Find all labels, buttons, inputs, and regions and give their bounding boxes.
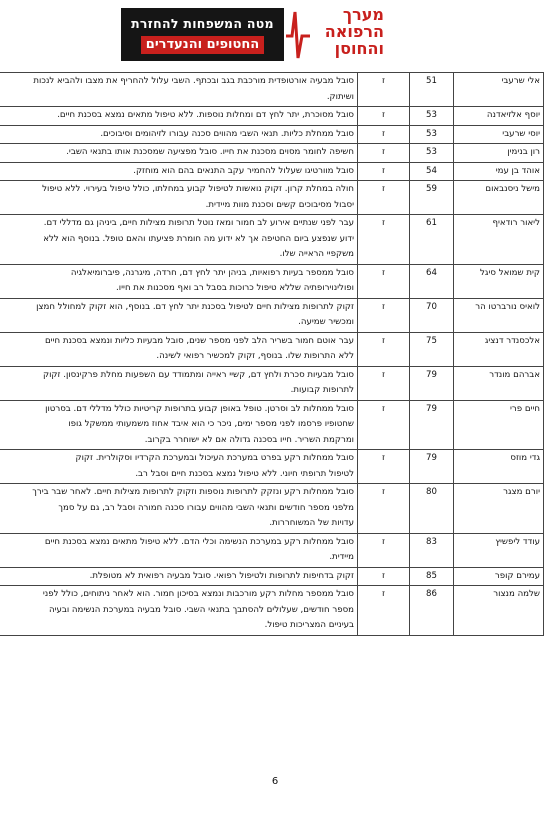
condition-line: זקוק לתרופות מצילות חיים לטיפול בסכנת יתר לחץ דם. בנוסף, הוא זקוק למחולל חמצן bbox=[36, 301, 354, 312]
families-logo-line1: מטה המשפחות להחזרת bbox=[131, 16, 274, 31]
condition-line: בעיניים המצריכות טיפול. bbox=[264, 620, 354, 630]
hostage-gender: ז bbox=[358, 181, 410, 215]
hostage-age: 59 bbox=[410, 181, 454, 215]
condition-line: זקוק בדחיפות לתרופות ולטיפול רפואי. סובל מבעיה רפואית לא מטופלת. bbox=[89, 570, 354, 581]
hostage-name: עמירם קופר bbox=[454, 567, 544, 586]
hostage-gender: ז bbox=[358, 107, 410, 126]
condition-line: ידוע שנפצע ביום החטיפה אך לא ידוע מה חומרת פציעתו והאם טופל. בנוסף הוא ללא bbox=[43, 233, 354, 244]
hostage-gender: ז bbox=[358, 484, 410, 534]
hostage-name: לואיס נורברטו הר bbox=[454, 298, 544, 332]
hostage-gender: ז bbox=[358, 332, 410, 366]
medical-condition bbox=[0, 586, 358, 636]
condition-line: עדויות של המשוחררות. bbox=[269, 518, 354, 528]
table-row bbox=[0, 400, 544, 450]
table-row bbox=[0, 162, 544, 181]
condition-line: ללא התרופות שלו. בנוסף, זקוק למכשיר רפואי לשינה. bbox=[156, 351, 354, 361]
medical-condition bbox=[0, 567, 358, 586]
table-row bbox=[0, 450, 544, 484]
hostage-age: 79 bbox=[410, 366, 454, 400]
table-row bbox=[0, 125, 544, 144]
page-header bbox=[0, 4, 550, 64]
medical-resilience-logo bbox=[284, 6, 402, 66]
medical-condition bbox=[0, 298, 358, 332]
hostage-gender: ז bbox=[358, 298, 410, 332]
medical-condition bbox=[0, 144, 358, 163]
hostage-gender: ז bbox=[358, 125, 410, 144]
hostage-gender: ז bbox=[358, 366, 410, 400]
condition-line: סובל ממחלות רקע במערכת הנשימה וכלי הדם. ללא טיפול מתאים נמצא בסכנת חיים bbox=[44, 536, 354, 547]
condition-line: משקפיי הראייה שלו. bbox=[279, 249, 354, 259]
medical-condition bbox=[0, 125, 358, 144]
medical-condition bbox=[0, 181, 358, 215]
hostage-name: רון בנימין bbox=[454, 144, 544, 163]
hostage-age: 70 bbox=[410, 298, 454, 332]
condition-line: סובל ממחלות רקע ונזקק לתרופות נוספות וזקוק לתרופות מצילות חיים. לאחר שבר בירך bbox=[32, 487, 354, 497]
table-row bbox=[0, 533, 544, 567]
hostage-name: אוהד בן עמי bbox=[454, 162, 544, 181]
hostage-gender: ז bbox=[358, 567, 410, 586]
hostage-age: 86 bbox=[410, 586, 454, 636]
condition-line: שחטופיו פרסמו לפני מספר ימים, ניכר כי הוא איבד אחוז משמעותי ממשקל גופו bbox=[68, 419, 354, 429]
hostage-name: חיים פרי bbox=[454, 400, 544, 450]
condition-line: ושיתוק. bbox=[326, 91, 354, 102]
hostage-age: 79 bbox=[410, 450, 454, 484]
hostage-age: 53 bbox=[410, 107, 454, 126]
hostage-gender: ז bbox=[358, 73, 410, 107]
condition-line: יסבול מסיבוכים קשים וסכנת מוות מיידית. bbox=[205, 199, 354, 210]
condition-line: ופולינוירופתיה שללא טיפול כרוכות בסבל רב ואף מסכנות את חייו. bbox=[116, 283, 354, 293]
hostage-name: אלי שרעבי bbox=[454, 73, 544, 107]
condition-line: סובל מבעיה אורטופדית מורכבת בגב ובכתף. השבי עלול להחריף את מצבו ולהביא לנכות bbox=[33, 76, 354, 86]
condition-line: סובל ממספר בעיות רפואיות, בניהן יתר לחץ דם, חרדה, מיגרנה, פיברומיאלגיה bbox=[70, 267, 354, 278]
hostage-age: 61 bbox=[410, 215, 454, 265]
condition-line: עבר לפני שנתיים אירוע לב חמור ומאז נוטל תרופות מצילות חיים, ביניהן גם מדללי דם. bbox=[43, 218, 354, 228]
hostage-gender: ז bbox=[358, 400, 410, 450]
table-row bbox=[0, 366, 544, 400]
condition-line: סובל ממחלות רקע בפרט במערכת העיכול ובמערכת הקרדיו וסקולרית. זקוק bbox=[75, 453, 354, 463]
condition-line: חשיפה לחומר מסוים מסכנת את חייו. סובל מפציעה שמסכנת אותו בתנאי השבי. bbox=[66, 147, 354, 157]
medical-condition bbox=[0, 484, 358, 534]
condition-line: מלפני מספר חודשים ותנאי השבי מהווים עבורו סכנה חמורה וסבל רב, גם על סמך bbox=[58, 502, 354, 513]
medical-condition bbox=[0, 215, 358, 265]
hostage-age: 79 bbox=[410, 400, 454, 450]
hostage-age: 53 bbox=[410, 125, 454, 144]
hostage-gender: ז bbox=[358, 450, 410, 484]
hostages-medical-table bbox=[0, 72, 544, 636]
condition-line: סובל מסוכרת, יתר לחץ דם ומחלות נוספות. ללא טיפול מתאים נמצא בסכנת חיים. bbox=[57, 110, 354, 120]
table-row bbox=[0, 484, 544, 534]
medical-condition bbox=[0, 73, 358, 107]
hostage-age: 54 bbox=[410, 162, 454, 181]
table-row bbox=[0, 107, 544, 126]
medical-condition bbox=[0, 162, 358, 181]
page-number: 6 bbox=[271, 776, 279, 787]
hostage-age: 51 bbox=[410, 73, 454, 107]
hostage-name: ליאור רודאיף bbox=[454, 215, 544, 265]
hostage-name: גדי מוזס bbox=[454, 450, 544, 484]
hostage-age: 64 bbox=[410, 264, 454, 298]
hostage-age: 53 bbox=[410, 144, 454, 163]
hostage-name: שלמה מנצור bbox=[454, 586, 544, 636]
medical-condition bbox=[0, 400, 358, 450]
medical-condition bbox=[0, 533, 358, 567]
table-row bbox=[0, 73, 544, 107]
hostage-name: מישל ניסנבאום bbox=[454, 181, 544, 215]
medical-logo-line1: מערך bbox=[342, 5, 384, 24]
hostage-name: קית שמואל סיגל bbox=[454, 264, 544, 298]
condition-line: חולה במחלת קרון. זקוק נואשות לטיפול קבוע במחלתו, כולל טיפול בעירוי. ללא טיפול bbox=[42, 184, 354, 194]
condition-line: סובל ממחלות לב וסרטן. טופל באופן קבוע בתרופות קריטיות כולל מדללי דם. בסרטון bbox=[45, 403, 354, 414]
condition-line: לתרופות קבועות. bbox=[290, 385, 354, 395]
condition-line: סובל מבעיות סכרת ולחץ דם, קשיי ראייה ומתמודד עם השפעות מחלת פרקינסון. זקוק bbox=[42, 369, 354, 380]
table-row bbox=[0, 215, 544, 265]
medical-condition bbox=[0, 332, 358, 366]
hostage-name: עודד ליפשיץ bbox=[454, 533, 544, 567]
condition-line: ומרקמת השריר. חייו בסכנה גדולה אם לא ישוחרר בקרוב. bbox=[144, 434, 354, 445]
condition-line: מיידית. bbox=[329, 552, 354, 562]
table-row bbox=[0, 298, 544, 332]
medical-condition bbox=[0, 107, 358, 126]
condition-line: סובל ממספר מחלות רקע מורכבות ונמצא בסיכון חמור. הוא לאחר ניתוחים, כולל לפני bbox=[42, 589, 354, 599]
hostage-gender: ז bbox=[358, 264, 410, 298]
table-row bbox=[0, 181, 544, 215]
table-row bbox=[0, 264, 544, 298]
condition-line: לטיפול תרופתי חיוני. ללא טיפול נמצא בסכנת חיים וסבל רב. bbox=[135, 468, 354, 479]
hostage-name: אברהם מונדר bbox=[454, 366, 544, 400]
hostage-name: יורם מצגר bbox=[454, 484, 544, 534]
medical-logo-line3: והחוסן bbox=[334, 39, 384, 58]
table-row bbox=[0, 567, 544, 586]
hostage-name: אלכסנדר דנציג bbox=[454, 332, 544, 366]
condition-line: ומכשיר שמיעה. bbox=[298, 317, 354, 327]
families-forum-logo bbox=[121, 8, 284, 61]
hostage-name: יוסף אלזיאדנה bbox=[454, 107, 544, 126]
hostage-gender: ז bbox=[358, 144, 410, 163]
hostage-name: יוסי שרעבי bbox=[454, 125, 544, 144]
medical-condition bbox=[0, 450, 358, 484]
condition-line: מספר חודשים, שעלולים להסתבך בתנאי השבי. סובל מבעיה במערכת הנשימה ובעיה bbox=[48, 604, 354, 615]
condition-line: עבר אוטם חמור בשריר הלב לפני מספר שנים, סובל מבעיות כליות ונמצא בסכנת חיים bbox=[44, 335, 354, 346]
hostage-gender: ז bbox=[358, 162, 410, 181]
hostage-age: 85 bbox=[410, 567, 454, 586]
table-row bbox=[0, 586, 544, 636]
condition-line: סובל ממחלת כליות. תנאי השבי מהווים סכנה עבורו לזיהומים וסיבוכים. bbox=[100, 128, 354, 139]
hostage-gender: ז bbox=[358, 215, 410, 265]
condition-line: סובל מוורטיגו שעלול להחמיר עקב התנאים בהם הוא מוחזק. bbox=[133, 165, 354, 176]
medical-condition bbox=[0, 264, 358, 298]
hostage-age: 75 bbox=[410, 332, 454, 366]
medical-logo-line2: הרפואה bbox=[324, 22, 384, 41]
hostage-age: 80 bbox=[410, 484, 454, 534]
table-row bbox=[0, 144, 544, 163]
hostage-age: 83 bbox=[410, 533, 454, 567]
medical-condition bbox=[0, 366, 358, 400]
table-body bbox=[0, 73, 544, 636]
hostage-gender: ז bbox=[358, 533, 410, 567]
families-logo-line2: החטופים והנעדרים bbox=[141, 36, 264, 54]
hostage-gender: ז bbox=[358, 586, 410, 636]
table-row bbox=[0, 332, 544, 366]
